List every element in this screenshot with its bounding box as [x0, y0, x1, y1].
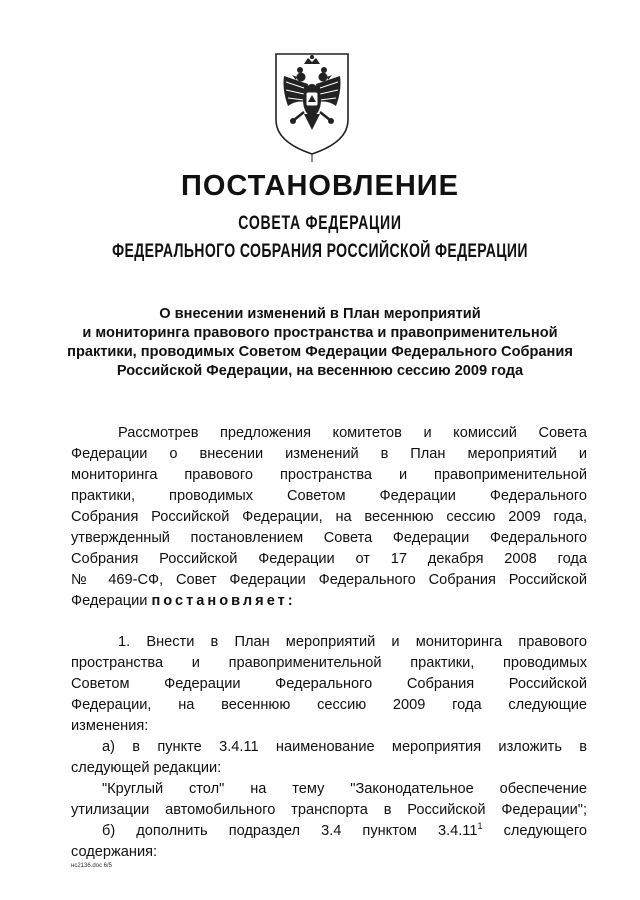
- heading-line: практики, проводимых Советом Федерации Федерального Собрания: [67, 344, 573, 360]
- issuer-line-1: СОВЕТА ФЕДЕРАЦИИ: [238, 213, 402, 234]
- preamble-line: Собрания Российской Федерации, на весеннюю сессию 2009 года,: [71, 509, 587, 525]
- subpoint-a-line: следующей редакции:: [71, 760, 222, 776]
- point-1-line: Федерации, на весеннюю сессию 2009 года следующие: [71, 697, 587, 713]
- preamble-line: Федерации о внесении изменений в План мероприятий и: [71, 446, 587, 462]
- decree-word: постановляет: [151, 593, 288, 609]
- subpoint-b-line: [102, 821, 587, 841]
- preamble-line: Рассмотрев предложения комитетов и комиссий Совета: [118, 425, 587, 441]
- point-1-line: Советом Федерации Федерального Собрания Российской: [71, 676, 587, 692]
- decree-punct: :: [287, 593, 296, 609]
- subpoint-a-line: а) в пункте 3.4.11 наименование мероприятия изложить в: [102, 739, 587, 755]
- preamble-line: Собрания Российской Федерации от 17 декабря 2008 года: [71, 551, 587, 567]
- heading-line: и мониторинга правового пространства и правоприменительной: [82, 325, 558, 341]
- heading-line: О внесении изменений в План мероприятий: [159, 306, 481, 322]
- subpoint-b-text: б) дополнить подраздел 3.4 пунктом 3.4.11: [102, 823, 478, 839]
- preamble-line-prefix: Федерации: [71, 593, 148, 609]
- preamble-line: № 469-СФ, Совет Федерации Федерального Собрания Российской: [71, 572, 587, 588]
- preamble-line: мониторинга правового пространства и правоприменительной: [71, 467, 587, 483]
- subpoint-b-suffix: следующего: [503, 823, 588, 839]
- preamble-last-line: [71, 591, 587, 611]
- preamble-line: утвержденный постановлением Совета Федерации Федерального: [71, 530, 587, 546]
- quoted-text-line: "Круглый стол" на тему "Законодательное обеспечение: [102, 781, 587, 797]
- coat-of-arms-emblem: [268, 50, 356, 162]
- point-1-line: пространства и правоприменительной практики, проводимых: [71, 655, 587, 671]
- superscript-index: 1: [477, 821, 483, 832]
- subpoint-b-line: содержания:: [71, 844, 158, 860]
- issuer-line-2: ФЕДЕРАЛЬНОГО СОБРАНИЯ РОССИЙСКОЙ ФЕДЕРАЦИИ: [112, 241, 528, 262]
- resolution-heading: [40, 305, 600, 381]
- point-1-line: 1. Внести в План мероприятий и мониторинга правового: [118, 634, 587, 650]
- footer-doc-id: нс2136.doc 6/5: [71, 863, 113, 869]
- document-type-title: ПОСТАНОВЛЕНИЕ: [181, 170, 459, 202]
- point-1-line: изменения:: [71, 718, 149, 734]
- quoted-text-line: утилизации автомобильного транспорта в Российской Федерации";: [71, 802, 587, 818]
- heading-line: Российской Федерации, на весеннюю сессию 2009 года: [116, 363, 524, 379]
- preamble-line: практики, проводимых Советом Федерации Федерального: [71, 488, 587, 504]
